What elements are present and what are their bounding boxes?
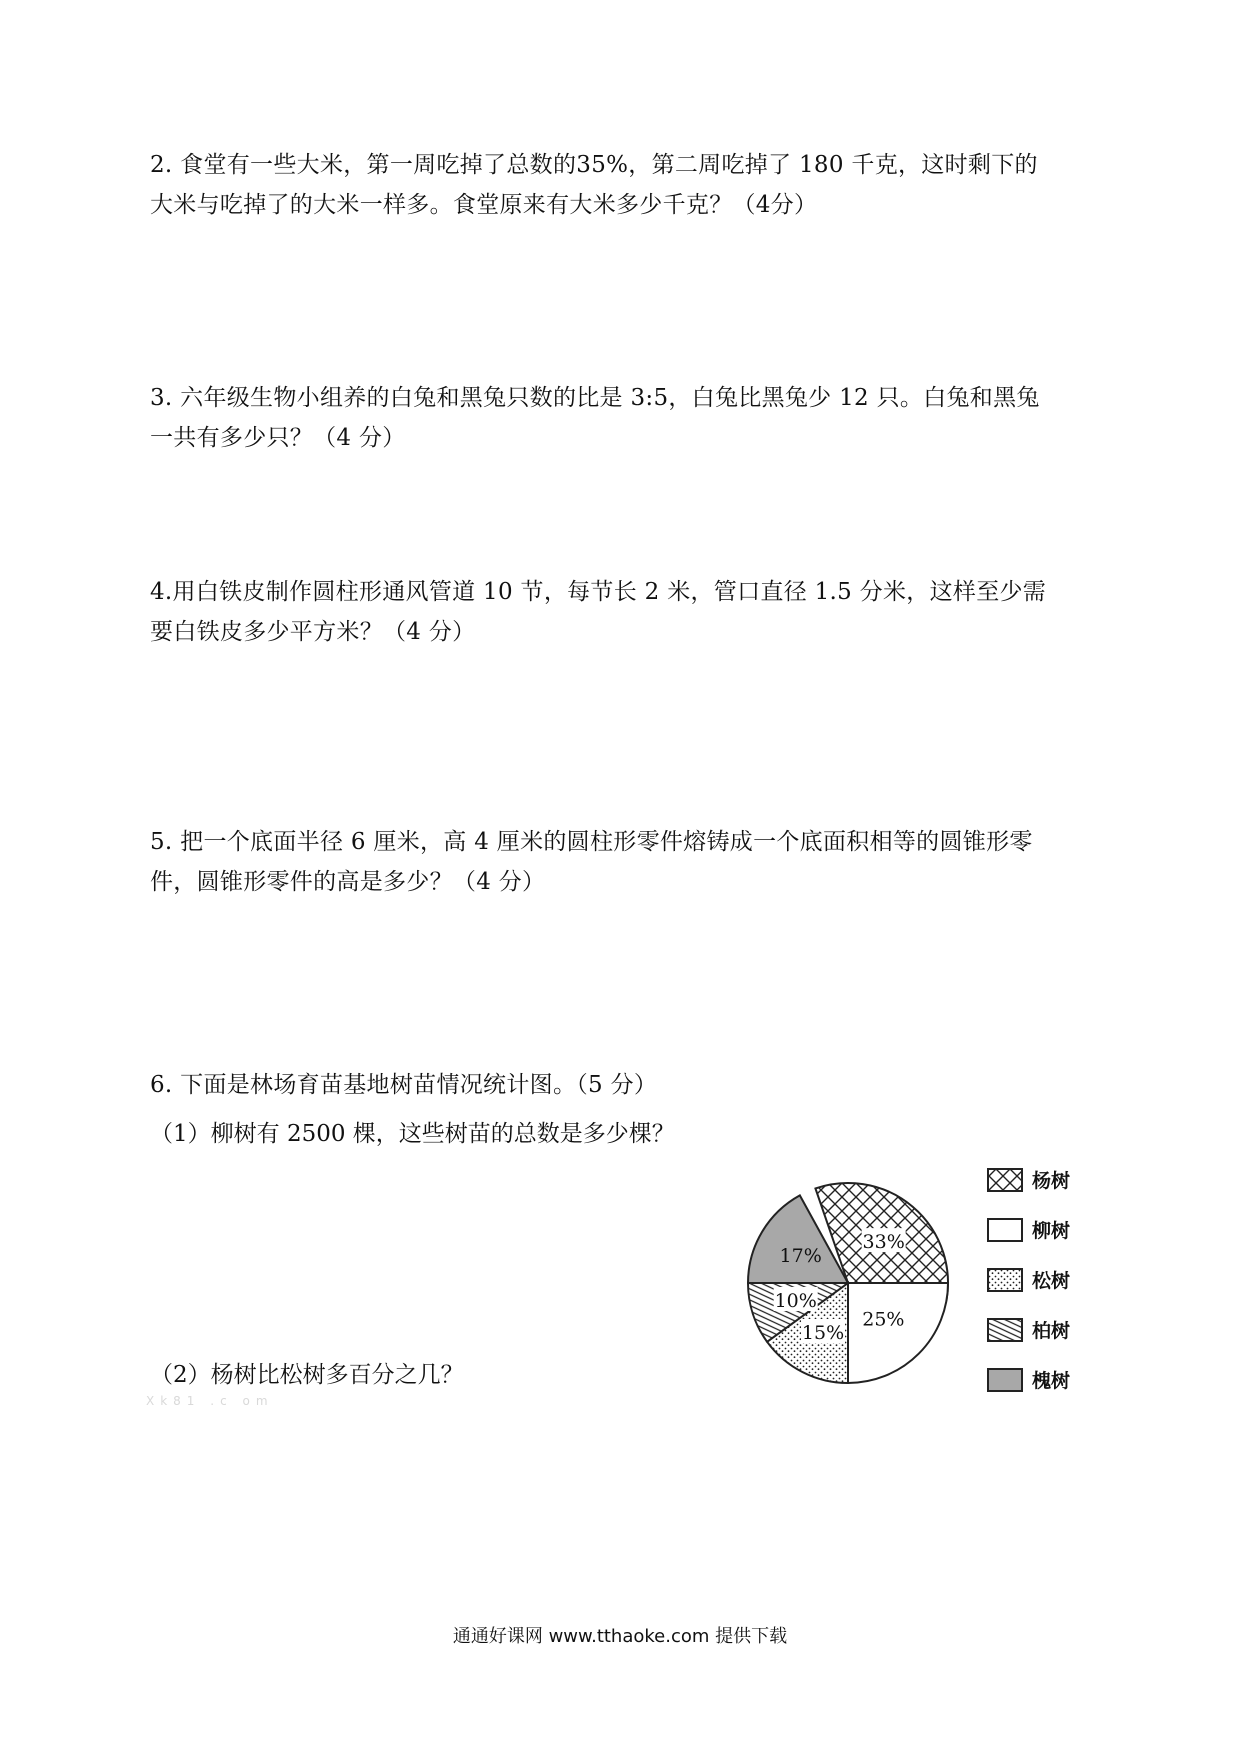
- question-6-title: [150, 1065, 1100, 1105]
- question-6-title-text: 6. 下面是林场育苗基地树苗情况统计图。（5 分）: [150, 1072, 658, 1098]
- pie-slices: [748, 1183, 948, 1383]
- legend-label-松树: 松树: [1032, 1270, 1071, 1292]
- question-5: [150, 822, 1100, 902]
- legend-label-杨树: 杨树: [1032, 1170, 1071, 1192]
- chart-legend: [988, 1169, 1070, 1392]
- question-2: [150, 145, 1100, 225]
- question-5-line-1: 5. 把一个底面半径 6 厘米，高 4 厘米的圆柱形零件熔铸成一个底面积相等的圆锥形零: [150, 829, 1033, 855]
- question-4-line-1: 4.用白铁皮制作圆柱形通风管道 10 节，每节长 2 米，管口直径 1.5 分米，这样至少需: [150, 579, 1047, 605]
- question-3: [150, 378, 1100, 458]
- pie-slice-柳树: [848, 1283, 948, 1383]
- question-2-line-1: 2. 食堂有一些大米，第一周吃掉了总数的35%，第二周吃掉了 180 千克，这时剩下的: [150, 152, 1038, 178]
- tree-seedling-pie-chart: [730, 1155, 1110, 1415]
- pie-label-槐树: 17%: [779, 1245, 822, 1268]
- pie-label-柏树: 10%: [774, 1289, 817, 1312]
- question-5-line-2: 件，圆锥形零件的高是多少？（4 分）: [150, 869, 546, 895]
- legend-label-柏树: 柏树: [1032, 1320, 1071, 1342]
- pie-label-杨树: 33%: [862, 1231, 905, 1254]
- pie-label-柳树: 25%: [862, 1308, 905, 1331]
- question-4-line-2: 要白铁皮多少平方米？（4 分）: [150, 619, 476, 645]
- question-4: [150, 572, 1100, 652]
- legend-label-槐树: 槐树: [1032, 1370, 1071, 1392]
- question-3-line-2: 一共有多少只？（4 分）: [150, 425, 406, 451]
- question-6-part-1: （1）柳树有 2500 棵，这些树苗的总数是多少棵？: [150, 1121, 675, 1147]
- pie-label-松树: 15%: [801, 1322, 845, 1345]
- legend-swatch-槐树: [988, 1369, 1022, 1391]
- footer-text: 通通好课网 www.tthaoke.com 提供下载: [452, 1626, 788, 1647]
- question-2-line-2: 大米与吃掉了的大米一样多。食堂原来有大米多少千克？（4分）: [150, 192, 818, 218]
- question-6-part-2: （2）杨树比松树多百分之几？: [150, 1362, 464, 1388]
- legend-swatch-柳树: [988, 1219, 1022, 1241]
- legend-label-柳树: 柳树: [1032, 1220, 1071, 1242]
- legend-swatch-柏树: [988, 1319, 1022, 1341]
- legend-swatch-杨树: [988, 1169, 1022, 1191]
- question-3-line-1: 3. 六年级生物小组养的白兔和黑兔只数的比是 3:5，白兔比黑兔少 12 只。白兔和黑兔: [150, 385, 1040, 411]
- watermark-text: Xk81 .c om: [146, 1394, 274, 1408]
- legend-swatch-松树: [988, 1269, 1022, 1291]
